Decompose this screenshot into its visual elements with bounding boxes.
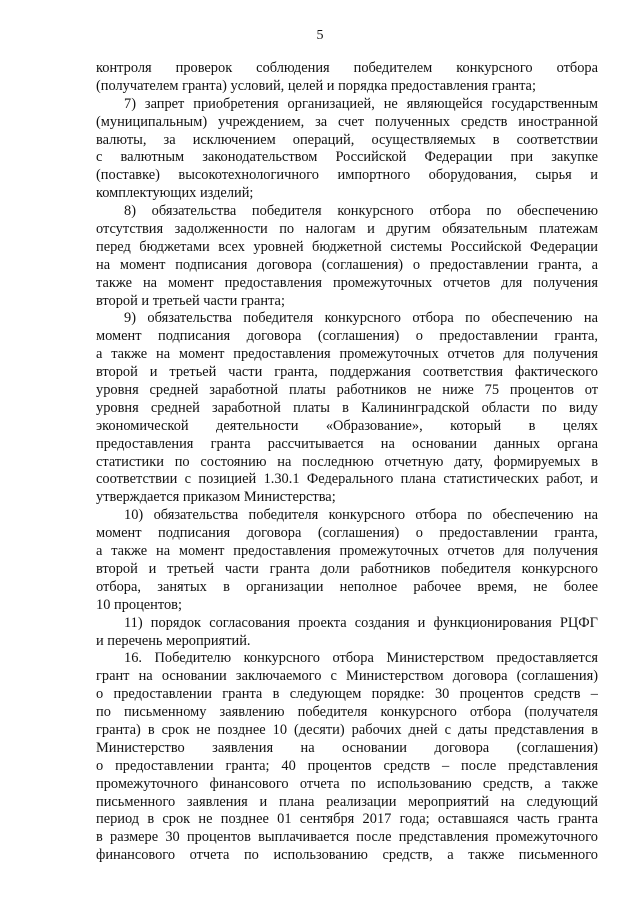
text-line: второй и третьей части гранта доли работников победителя конкурсного <box>96 560 598 577</box>
document-body <box>96 60 598 865</box>
text-line: соответствии с позицией 1.30.1 Федерального плана статистических работ, и <box>96 471 598 488</box>
text-line: отсутствия задолженности по налогам и другим обязательным платежам <box>96 221 598 238</box>
text-line: 7) запрет приобретения организацией, не являющейся государственным <box>124 95 598 112</box>
text-line: уровня средней заработной платы работников не ниже 75 процентов от <box>96 382 598 399</box>
text-line: уровня средней заработной платы в Калининградской области по виду <box>96 399 598 416</box>
text-line: с валютным законодательством Российской Федерации при закупке <box>96 149 598 166</box>
text-line: о предоставлении гранта; 40 процентов средств – после представления <box>96 757 598 774</box>
text-line: контроля проверок соблюдения победителем конкурсного отбора <box>96 60 598 76</box>
text-line: момент подписания договора (соглашения) о предоставлении гранта, <box>96 525 598 542</box>
text-line: перед бюджетами всех уровней бюджетной системы Российской Федерации <box>96 238 598 255</box>
text-line: (получателем гранта) условий, целей и порядка предоставления гранта; <box>96 77 536 94</box>
text-line: отбора, занятых в организации неполное рабочее время, не более <box>96 578 598 595</box>
text-line: момент подписания договора (соглашения) о предоставлении гранта, <box>96 328 598 345</box>
text-line: статистики по состоянию на последнюю отчетную дату, формируемых в <box>96 453 598 470</box>
text-line: о предоставлении гранта в следующем порядке: 30 процентов средств – <box>96 686 598 703</box>
text-line: гранта) в срок не позднее 10 (десяти) рабочих дней с даты представления в <box>96 721 598 738</box>
text-line: 10 процентов; <box>96 596 182 613</box>
text-line: а также на момент предоставления промежуточных отчетов для получения <box>96 346 598 363</box>
text-line: Министерство заявления на основании договора (соглашения) <box>96 739 598 756</box>
text-line: второй и третьей части гранта; <box>96 292 285 309</box>
text-line: 16. Победителю конкурсного отбора Министерством предоставляется <box>124 650 598 667</box>
text-line: по письменному заявлению победителя конкурсного отбора (получателя <box>96 704 598 721</box>
text-line: утверждается приказом Министерства; <box>96 489 336 506</box>
text-line: а также на момент предоставления промежуточных отчетов для получения <box>96 543 598 560</box>
text-line: 9) обязательства победителя конкурсного отбора по обеспечению на <box>124 310 598 327</box>
text-line: период в срок не позднее 01 сентября 2017 года; оставшаяся часть гранта <box>96 811 598 828</box>
text-line: 8) обязательства победителя конкурсного отбора по обеспечению <box>124 203 598 220</box>
text-line: 11) порядок согласования проекта создания и функционирования РЦФГ <box>124 614 598 631</box>
text-line: 10) обязательства победителя конкурсного отбора по обеспечению на <box>124 507 598 524</box>
text-line: (поставке) высокотехнологичного импортного оборудования, сырья и <box>96 167 598 184</box>
text-line: валюты, за исключением операций, осуществляемых в соответствии <box>96 131 598 148</box>
text-line: предоставления гранта рассчитывается на основании данных органа <box>96 435 598 452</box>
text-line: и перечень мероприятий. <box>96 632 251 649</box>
text-line: также на момент предоставления промежуточных отчетов для получения <box>96 274 598 291</box>
text-line: второй и третьей части гранта, поддержания соответствия фактического <box>96 364 598 381</box>
text-line: экономической деятельности «Образование», который в целях <box>96 417 598 434</box>
text-line: финансового отчета по использованию средств, а также письменного <box>96 847 598 864</box>
text-line: (муниципальным) учреждением, за счет полученных средств иностранной <box>96 113 598 130</box>
text-line: в размере 30 процентов выплачивается после представления промежуточного <box>96 829 598 846</box>
text-line: грант на основании заключаемого с Министерством договора (соглашения) <box>96 668 598 685</box>
text-line: на момент подписания договора (соглашения) о предоставлении гранта, а <box>96 256 598 273</box>
text-line: письменного заявления и плана реализации мероприятий на следующий <box>96 793 598 810</box>
text-line: промежуточного финансового отчета по использованию средств, а также <box>96 775 598 792</box>
text-line: комплектующих изделий; <box>96 185 254 202</box>
page-number: 5 <box>316 28 324 43</box>
